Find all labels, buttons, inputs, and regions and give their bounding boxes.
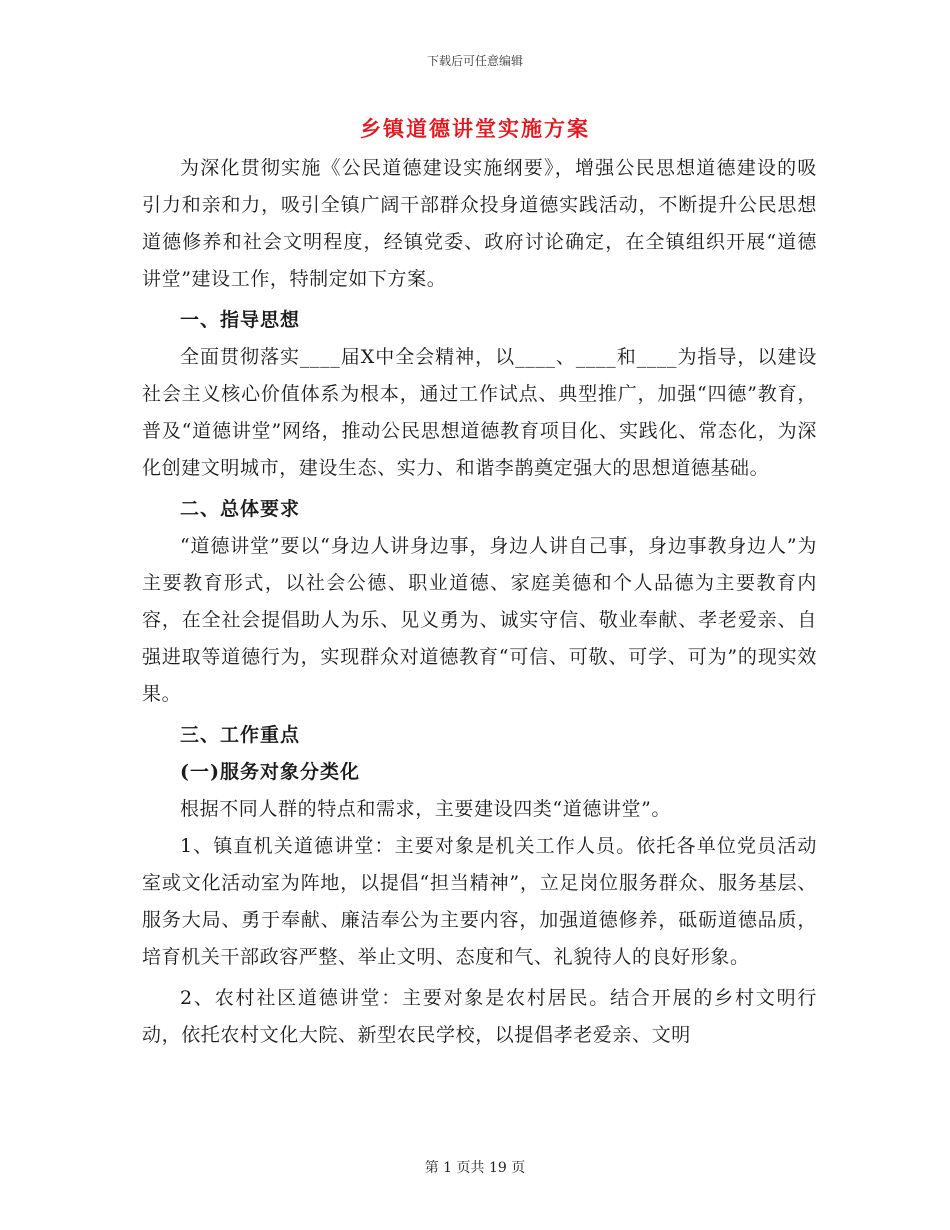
header-note: 下载后可任意编辑 xyxy=(426,54,523,68)
page-footer: 第 1 页共 19 页 xyxy=(424,1160,526,1176)
document-body xyxy=(142,150,817,1054)
rural-community-paragraph: 2、农村社区道德讲堂：主要对象是农村居民。结合开展的乡村文明行动，依托农村文化大院、新型农民学校，以提倡孝老爱亲、文明 xyxy=(142,987,817,1046)
document-title: 乡镇道德讲堂实施方案 xyxy=(360,116,590,141)
guiding-ideology-paragraph: 全面贯彻落实____届X中全会精神，以____、____和____为指导，以建设社会主义核心价值体系为根本，通过工作试点、典型推广，加强“四德”教育，普及“道德讲堂”网络，推动公民思想道德教育项目化、实践化、常态化，为深化创建文明城市，建设生态、实力、和谐李鹊奠定强大的思想道德基础。 xyxy=(142,346,817,479)
general-requirements-paragraph: “道德讲堂”要以“身边人讲身边事，身边人讲自己事，身边事教身边人”为主要教育形式，以社会公德、职业道德、家庭美德和个人品德为主要教育内容，在全社会提倡助人为乐、见义勇为、诚实守信、敬业奉献、孝老爱亲、自强进取等道德行为，实现群众对道德教育“可信、可敬、可学、可为”的现实效果。 xyxy=(142,535,817,705)
subsection-heading-classification: (一)服务对象分类化 xyxy=(180,761,360,783)
intro-paragraph: 为深化贯彻实施《公民道德建设实施纲要》，增强公民思想道德建设的吸引力和亲和力，吸引全镇广阔干部群众投身道德实践活动，不断提升公民思想道德修养和社会文明程度，经镇党委、政府讨论确定，在全镇组织开展“道德讲堂”建设工作，特制定如下方案。 xyxy=(142,157,817,290)
section-heading-general-requirements: 二、总体要求 xyxy=(180,498,301,520)
town-agencies-paragraph: 1、镇直机关道德讲堂：主要对象是机关工作人员。依托各单位党员活动室或文化活动室为阵地，以提倡“担当精神”，立足岗位服务群众、服务基层、服务大局、勇于奉献、廉洁奉公为主要内容，加强道德修养，砥砺道德品质，培育机关干部政容严整、举止文明、态度和气、礼貌待人的良好形象。 xyxy=(142,835,817,968)
section-heading-guiding-ideology: 一、指导思想 xyxy=(180,309,301,331)
classification-intro-paragraph: 根据不同人群的特点和需求，主要建设四类“道德讲堂”。 xyxy=(180,798,672,820)
section-heading-work-focus: 三、工作重点 xyxy=(180,724,301,746)
